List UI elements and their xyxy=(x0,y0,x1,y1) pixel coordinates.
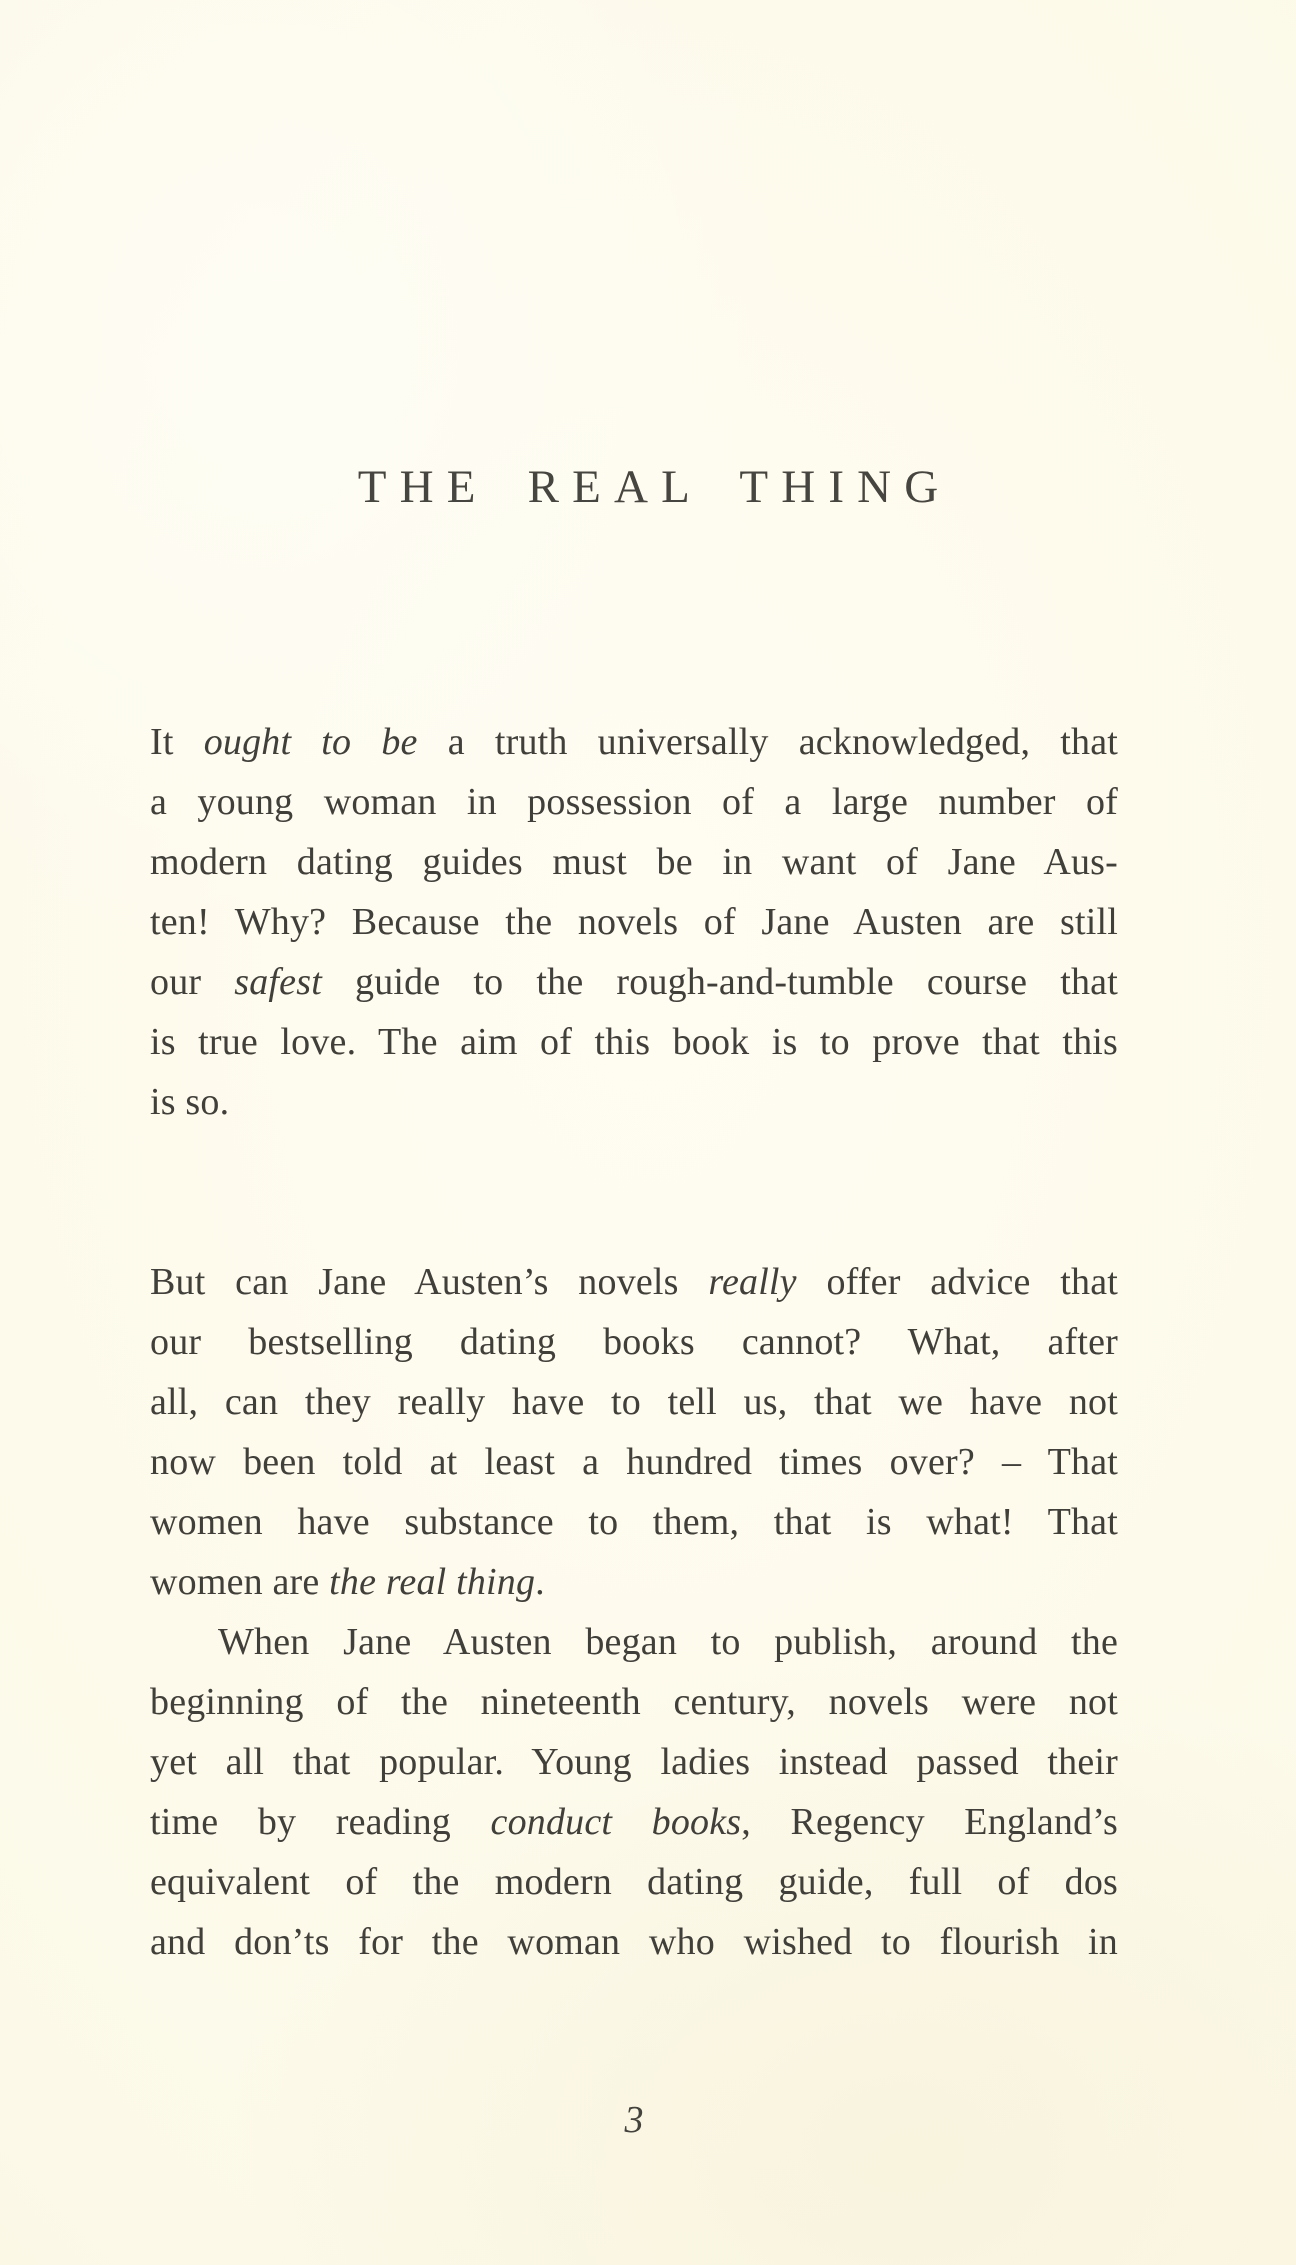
text-segment: and don’ts for the woman who wished to flourish in xyxy=(150,1921,1118,1963)
text-segment: But can Jane Austen’s novels xyxy=(150,1261,709,1303)
text-segment: women are xyxy=(150,1561,330,1603)
text-segment: beginning of the nineteenth century, novels were not xyxy=(150,1681,1118,1723)
text-segment: yet all that popular. Young ladies instead passed their xyxy=(150,1741,1118,1783)
text-segment: our bestselling dating books cannot? What, after xyxy=(150,1321,1118,1363)
text-segment: , Regency England’s xyxy=(741,1801,1118,1843)
paragraph xyxy=(150,1612,1118,1972)
text-line xyxy=(150,1252,1118,1312)
text-line xyxy=(150,772,1118,832)
text-line xyxy=(150,1552,1118,1612)
text-segment: now been told at least a hundred times over? – That xyxy=(150,1441,1118,1483)
text-line xyxy=(150,1672,1118,1732)
italic-text-segment: ought to be xyxy=(203,721,418,763)
text-line xyxy=(150,1612,1118,1672)
text-line xyxy=(150,1732,1118,1792)
text-segment: When Jane Austen began to publish, around the xyxy=(218,1621,1118,1663)
text-segment: ten! Why? Because the novels of Jane Austen are still xyxy=(150,901,1118,943)
text-line xyxy=(150,1792,1118,1852)
text-segment: a truth universally acknowledged, that xyxy=(417,721,1118,763)
text-line xyxy=(150,1372,1118,1432)
text-line xyxy=(150,1492,1118,1552)
paragraph xyxy=(150,1252,1118,1612)
text-segment: women have substance to them, that is what! That xyxy=(150,1501,1118,1543)
text-segment: modern dating guides must be in want of Jane Aus- xyxy=(150,841,1118,883)
text-block xyxy=(150,712,1118,1972)
text-line xyxy=(150,952,1118,1012)
text-line xyxy=(150,892,1118,952)
text-line xyxy=(150,1852,1118,1912)
text-line xyxy=(150,1312,1118,1372)
italic-text-segment: the real thing xyxy=(329,1561,536,1603)
italic-text-segment: conduct books xyxy=(490,1801,742,1843)
page-number: 3 xyxy=(624,2099,644,2141)
text-line xyxy=(150,1012,1118,1072)
text-segment: a young woman in possession of a large number of xyxy=(150,781,1118,823)
text-segment: guide to the rough-and-tumble course that xyxy=(321,961,1118,1003)
text-segment: our xyxy=(150,961,235,1003)
text-segment: offer advice that xyxy=(796,1261,1118,1303)
text-segment: equivalent of the modern dating guide, full of dos xyxy=(150,1861,1118,1903)
text-line xyxy=(150,1072,1118,1132)
text-segment: It xyxy=(150,721,204,763)
italic-text-segment: safest xyxy=(234,961,322,1003)
chapter-title: THE REAL THING xyxy=(357,461,952,513)
text-line xyxy=(150,1432,1118,1492)
text-segment: all, can they really have to tell us, that we have not xyxy=(150,1381,1118,1423)
paragraph xyxy=(150,712,1118,1132)
text-segment: time by reading xyxy=(150,1801,491,1843)
text-line xyxy=(150,1912,1118,1972)
text-line xyxy=(150,712,1118,772)
text-segment: is true love. The aim of this book is to prove that this xyxy=(150,1021,1118,1063)
italic-text-segment: really xyxy=(708,1261,797,1303)
text-segment: . xyxy=(535,1561,545,1603)
text-line xyxy=(150,832,1118,892)
text-segment: is so. xyxy=(150,1081,230,1123)
